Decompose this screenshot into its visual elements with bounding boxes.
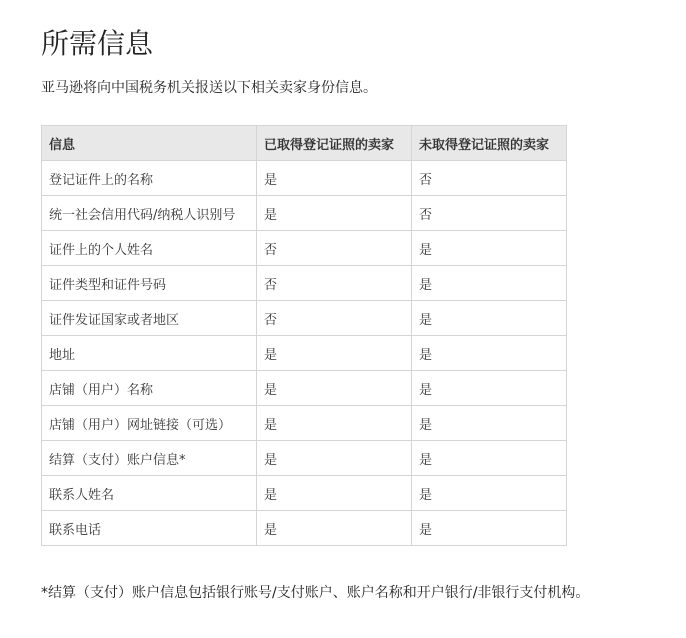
cell-registered: 是	[257, 476, 412, 511]
table-row	[42, 266, 567, 301]
cell-info-name: 联系电话	[42, 511, 257, 546]
table-row	[42, 196, 567, 231]
cell-registered: 是	[257, 196, 412, 231]
cell-unregistered: 否	[412, 196, 567, 231]
table-row	[42, 441, 567, 476]
intro-text: 亚马逊将向中国税务机关报送以下相关卖家身份信息。	[41, 80, 377, 96]
table-row	[42, 301, 567, 336]
seller-info-table	[41, 125, 567, 546]
cell-unregistered: 是	[412, 511, 567, 546]
cell-registered: 否	[257, 231, 412, 266]
cell-info-name: 店铺（用户）名称	[42, 371, 257, 406]
cell-registered: 是	[257, 371, 412, 406]
cell-unregistered: 是	[412, 406, 567, 441]
table-row	[42, 406, 567, 441]
cell-registered: 否	[257, 266, 412, 301]
cell-registered: 否	[257, 301, 412, 336]
cell-registered: 是	[257, 406, 412, 441]
table-row	[42, 336, 567, 371]
header-unregistered-seller: 未取得登记证照的卖家	[412, 126, 567, 161]
cell-info-name: 登记证件上的名称	[42, 161, 257, 196]
cell-unregistered: 是	[412, 231, 567, 266]
cell-info-name: 证件类型和证件号码	[42, 266, 257, 301]
page-title: 所需信息	[41, 27, 154, 60]
table-row	[42, 511, 567, 546]
cell-info-name: 地址	[42, 336, 257, 371]
footnote: *结算（支付）账户信息包括银行账号/支付账户、账户名称和开户银行/非银行支付机构。	[41, 585, 590, 601]
cell-unregistered: 是	[412, 301, 567, 336]
table-row	[42, 371, 567, 406]
table-row	[42, 476, 567, 511]
cell-info-name: 统一社会信用代码/纳税人识别号	[42, 196, 257, 231]
cell-registered: 是	[257, 441, 412, 476]
cell-unregistered: 是	[412, 336, 567, 371]
cell-info-name: 店铺（用户）网址链接（可选）	[42, 406, 257, 441]
cell-registered: 是	[257, 336, 412, 371]
table-row	[42, 161, 567, 196]
cell-info-name: 联系人姓名	[42, 476, 257, 511]
cell-registered: 是	[257, 511, 412, 546]
header-info: 信息	[42, 126, 257, 161]
cell-unregistered: 是	[412, 476, 567, 511]
cell-info-name: 结算（支付）账户信息*	[42, 441, 257, 476]
header-registered-seller: 已取得登记证照的卖家	[257, 126, 412, 161]
table-row	[42, 231, 567, 266]
cell-unregistered: 是	[412, 441, 567, 476]
cell-unregistered: 是	[412, 371, 567, 406]
cell-info-name: 证件上的个人姓名	[42, 231, 257, 266]
cell-registered: 是	[257, 161, 412, 196]
cell-unregistered: 否	[412, 161, 567, 196]
cell-unregistered: 是	[412, 266, 567, 301]
table-header-row	[42, 126, 567, 161]
cell-info-name: 证件发证国家或者地区	[42, 301, 257, 336]
